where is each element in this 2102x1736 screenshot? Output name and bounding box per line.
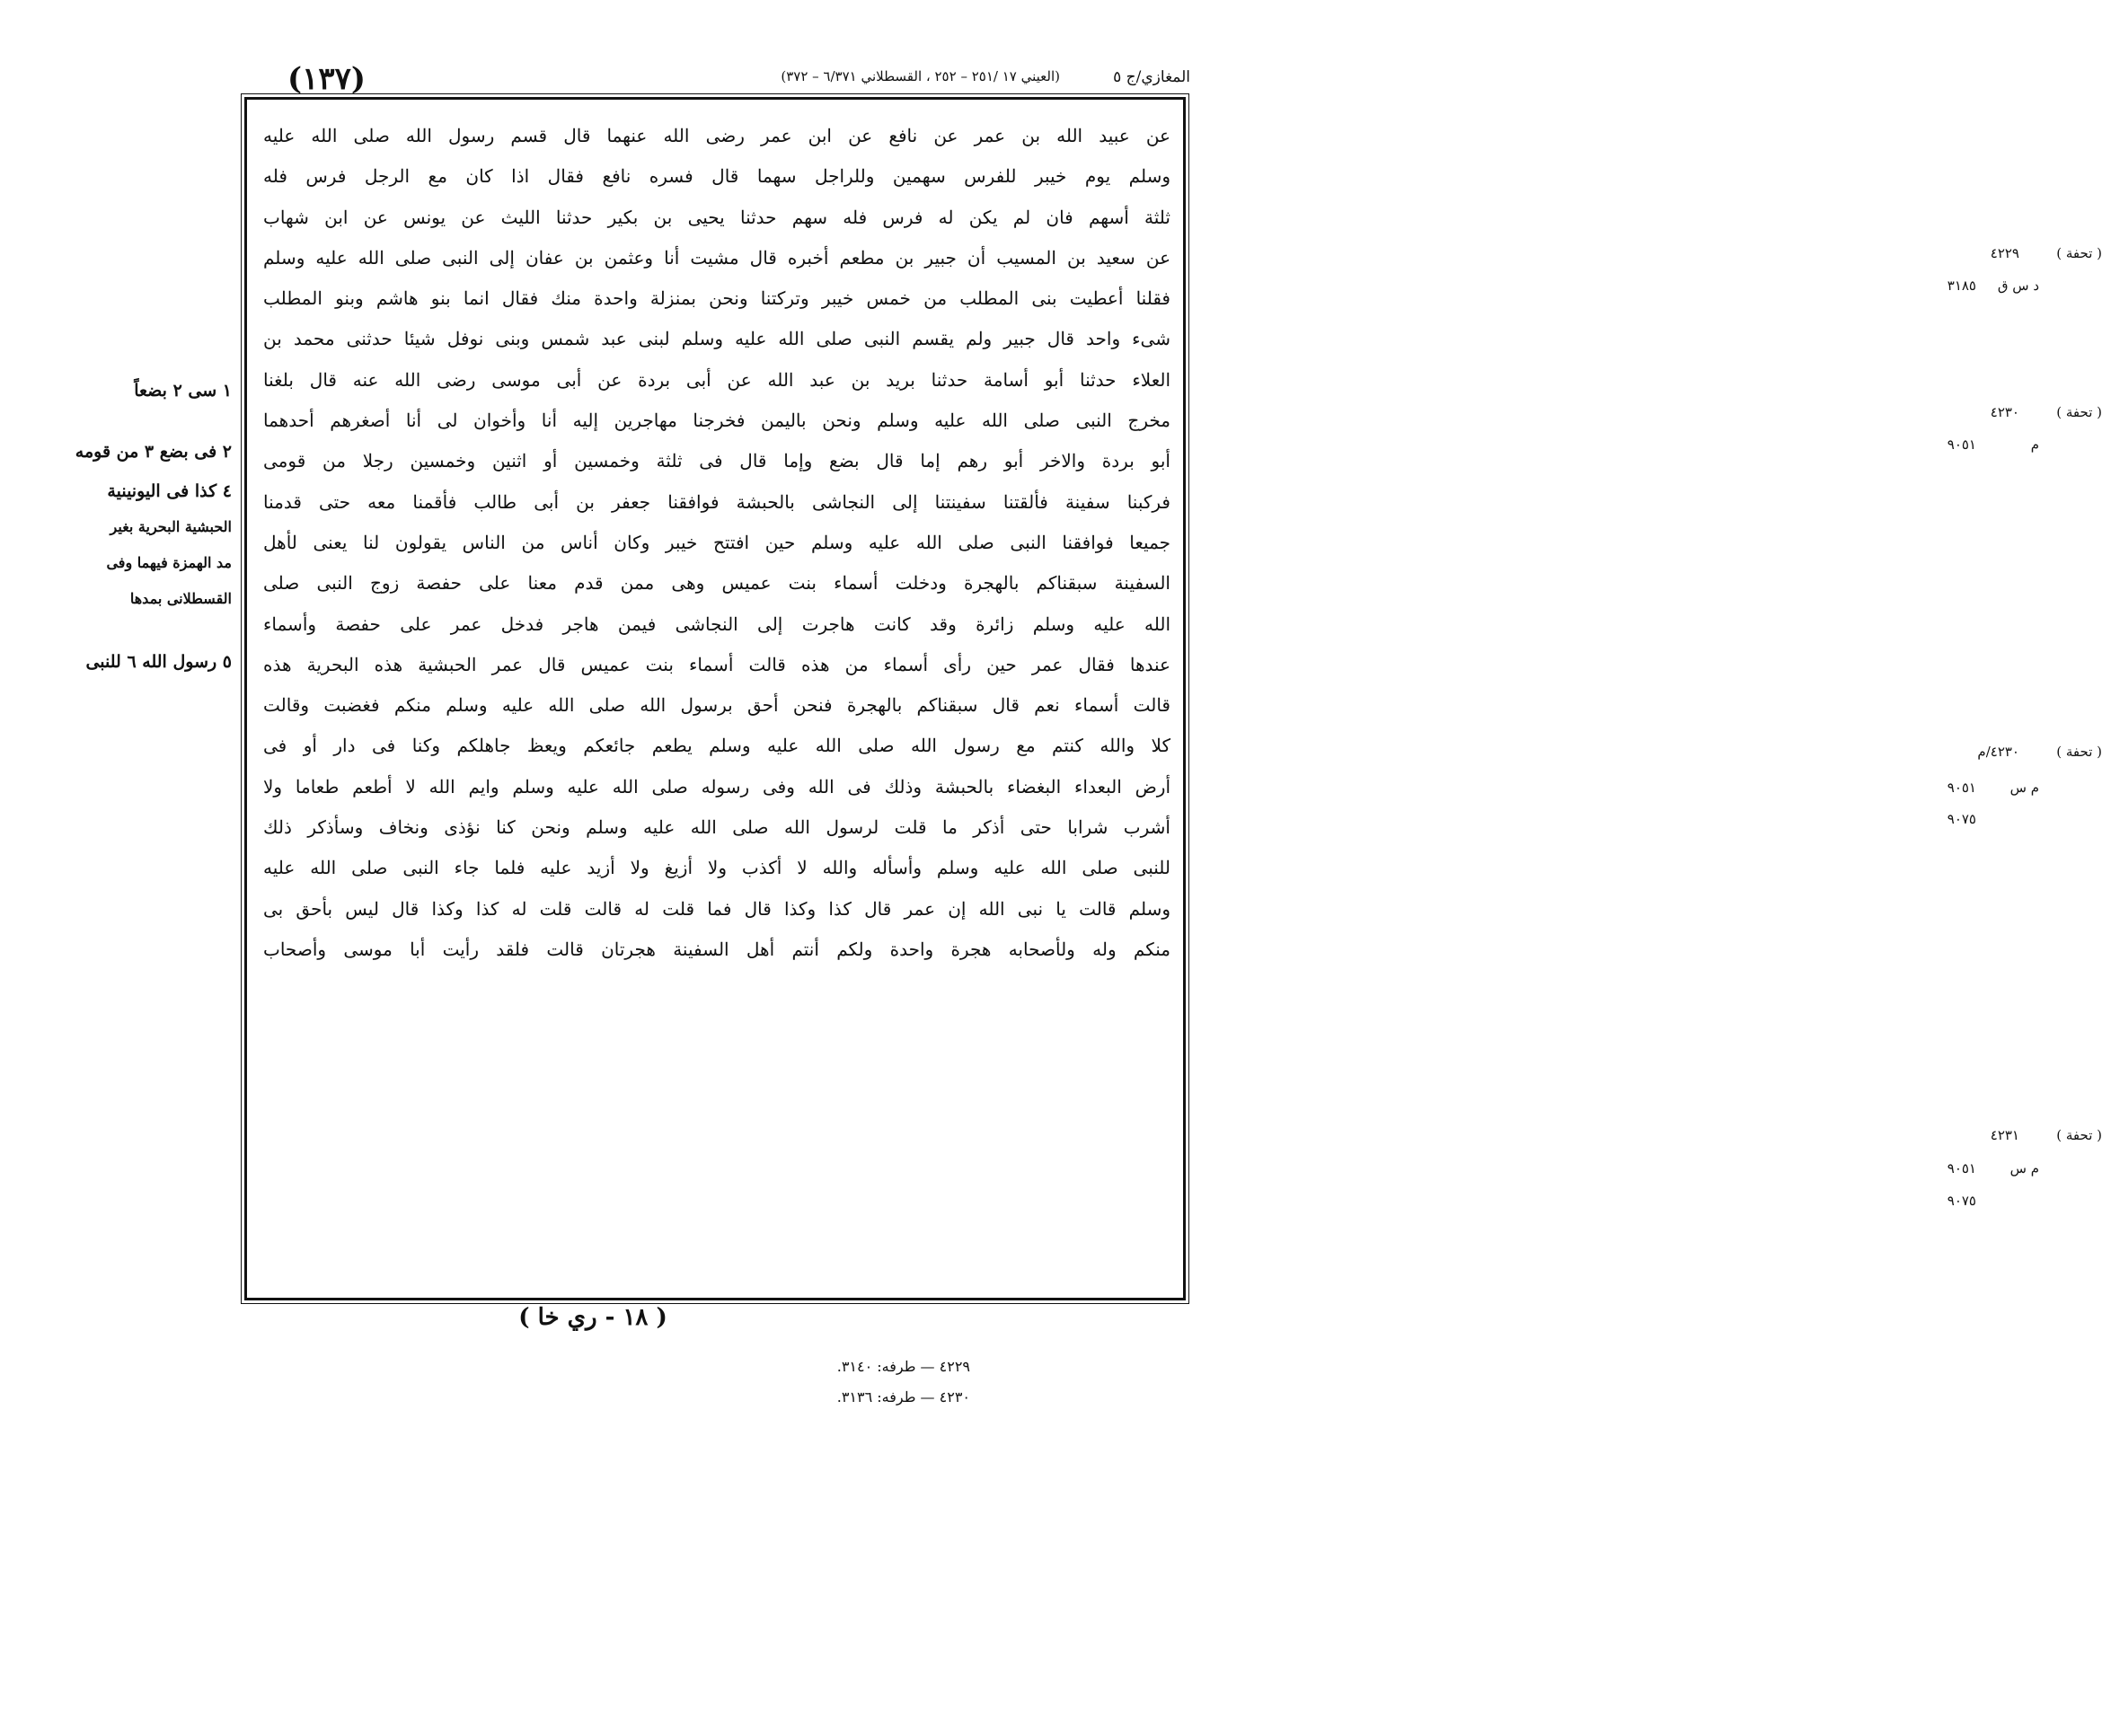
chapter-title: المغازي/ج ٥ bbox=[1113, 68, 1190, 86]
text-column bbox=[263, 116, 1170, 1289]
tuhfa-subref-number: ٩٠٧٥ bbox=[1947, 811, 1976, 827]
text-line: ثلثة أسهم فان لم يكن له فرس فله سهم حدثنا يحيى بن بكير حدثنا الليث عن يونس عن ابن شهاب bbox=[263, 206, 1170, 228]
tuhfa-subref-code: م س bbox=[2009, 1160, 2039, 1176]
tuhfa-subref bbox=[1940, 1160, 2039, 1182]
tuhfa-subref-number: ٩٠٥١ bbox=[1947, 1160, 1976, 1176]
text-line: قالت أسماء نعم قال سبقناكم بالهجرة فنحن أحق برسول الله صلى الله عليه وسلم منكم فغضبت وقالت bbox=[263, 694, 1170, 717]
tuhfa-ref bbox=[1931, 245, 2102, 269]
footnotes bbox=[503, 1352, 970, 1413]
footnote: ٤٢٢٩ — طرفه: ٣١٤٠. bbox=[836, 1358, 970, 1375]
margin-note: مد الهمزة فيهما وفى bbox=[106, 554, 232, 571]
tuhfa-subref-number: ٩٠٥١ bbox=[1947, 436, 1976, 453]
text-line: فركبنا سفينة فألقتنا سفينتنا إلى النجاشى بالحبشة فوافقنا جعفر بن أبى طالب فأقمنا معه حتى قدمنا bbox=[263, 490, 1170, 513]
margin-note: ٤ كذا فى اليونينية bbox=[107, 481, 232, 501]
tuhfa-subref bbox=[1940, 811, 2039, 833]
margin-note: الحبشية البحرية بغير bbox=[110, 518, 232, 535]
tuhfa-subref-code: م bbox=[2030, 436, 2039, 453]
text-line: وسلم يوم خيبر للفرس سهمين وللراجل سهما قال فسره نافع فقال اذا كان مع الرجل فرس فله bbox=[263, 165, 1170, 188]
tuhfa-subref-number: ٩٠٥١ bbox=[1947, 780, 1976, 796]
text-line: للنبى صلى الله عليه وسلم وأسأله والله لا أكذب ولا أزيغ ولا أزيد عليه فلما جاء النبى صلى الله عليه bbox=[263, 857, 1170, 879]
tuhfa-number: ٤٢٣٠ bbox=[1990, 404, 2019, 420]
text-line: شىء واحد قال جبير ولم يقسم النبى صلى الله عليه وسلم لبنى عبد شمس وبنى نوفل شيئا حدثنى محمد بن bbox=[263, 328, 1170, 350]
tuhfa-number: ٤٢٢٩ bbox=[1990, 245, 2019, 261]
text-line: عندها فقال عمر حين رأى أسماء من هذه قالت أسماء بنت عميس قال عمر الحبشية هذه البحرية هذه bbox=[263, 653, 1170, 675]
tuhfa-subref-code: م س bbox=[2009, 780, 2039, 796]
page-number: (١٣٧) bbox=[287, 61, 366, 97]
text-line: عن سعيد بن المسيب أن جبير بن مطعم أخبره قال مشيت أنا وعثمن بن عفان إلى النبى صلى الله عليه وسلم bbox=[263, 246, 1170, 269]
footnote: ٤٢٣٠ — طرفه: ٣١٣٦. bbox=[836, 1388, 970, 1406]
margin-note: ٢ فى بضع ٣ من قومه bbox=[75, 442, 232, 462]
text-line: منكم وله ولأصحابه هجرة واحدة ولكم أنتم أهل السفينة هجرتان قالت فلقد رأيت أبا موسى وأصحاب bbox=[263, 938, 1170, 960]
tuhfa-label: ( تحفة ) bbox=[2056, 1127, 2102, 1143]
text-line: عن عبيد الله بن عمر عن نافع عن ابن عمر رضى الله عنهما قال قسم رسول الله صلى الله عليه bbox=[263, 125, 1170, 146]
tuhfa-subref-number: ٩٠٧٥ bbox=[1947, 1193, 1976, 1209]
margin-note: ٥ رسول الله ٦ للنبى bbox=[85, 652, 232, 672]
text-line: أرض البعداء البغضاء بالحبشة وذلك فى الله وفى رسوله صلى الله عليه وسلم وايم الله لا أطعم طعاما ولا bbox=[263, 775, 1170, 798]
tuhfa-label: ( تحفة ) bbox=[2056, 245, 2102, 261]
text-line: الله عليه وسلم زائرة وقد كانت هاجرت إلى النجاشى فيمن هاجر فدخل عمر على حفصة وأسماء bbox=[263, 612, 1170, 635]
text-line: فقلنا أعطيت بنى المطلب من خمس خيبر وتركتنا ونحن بمنزلة واحدة منك فقال انما بنو هاشم وبنو المطلب bbox=[263, 287, 1170, 310]
text-line: جميعا فوافقنا النبى صلى الله عليه وسلم حين افتتح خيبر وكان أناس من الناس يقولون لنا يعنى لأهل bbox=[263, 531, 1170, 553]
tuhfa-subref-number: ٣١٨٥ bbox=[1947, 278, 1976, 294]
tuhfa-label: ( تحفة ) bbox=[2056, 744, 2102, 760]
tuhfa-subref-code: د س ق bbox=[1997, 278, 2039, 294]
margin-note: القسطلانى بمدها bbox=[129, 590, 232, 607]
tuhfa-number: ٤٢٣١ bbox=[1990, 1127, 2019, 1143]
margin-note: ١ سى ٢ بضعاً bbox=[134, 381, 232, 401]
text-line: السفينة سبقناكم بالهجرة ودخلت أسماء بنت عميس وهى ممن قدم معنا على حفصة زوج النبى صلى bbox=[263, 572, 1170, 595]
cross-references: (العيني ١٧ /٢٥١ – ٢٥٢ ، القسطلاني ٦/٣٧١ – ٣٧٢) bbox=[781, 68, 1060, 84]
margin-notes bbox=[16, 373, 232, 680]
tuhfa-subref bbox=[1940, 436, 2039, 458]
tuhfa-ref bbox=[1931, 404, 2102, 427]
text-line: العلاء حدثنا أبو أسامة حدثنا بريد بن عبد الله عن أبى بردة عن أبى موسى رضى الله عنه قال بلغنا bbox=[263, 368, 1171, 391]
tuhfa-subref bbox=[1940, 1193, 2039, 1214]
text-line: أشرب شرابا حتى أذكر ما قلت لرسول الله صلى الله عليه وسلم ونحن كنا نؤذى ونخاف وسأذكر ذلك bbox=[263, 816, 1170, 839]
tuhfa-ref bbox=[1931, 1127, 2102, 1150]
main-text-frame bbox=[244, 97, 1186, 1300]
tuhfa-number: ٤٢٣٠/م bbox=[1977, 744, 2019, 760]
text-line: وسلم قالت يا نبى الله إن عمر قال كذا وكذا قال فما قلت له قالت قلت له كذا وكذا قال ليس بأحق بى bbox=[263, 897, 1170, 920]
tuhfa-subref bbox=[1940, 780, 2039, 801]
text-line: كلا والله كنتم مع رسول الله صلى الله عليه وسلم يطعم جائعكم ويعظ جاهلكم وكنا فى دار أو فى bbox=[263, 735, 1170, 757]
text-line: مخرج النبى صلى الله عليه وسلم ونحن باليمن فخرجنا مهاجرين إليه أنا وأخوان لى أنا أصغرهم أحدهما bbox=[263, 410, 1170, 432]
tuhfa-subref bbox=[1940, 278, 2039, 299]
tuhfa-label: ( تحفة ) bbox=[2056, 404, 2102, 420]
signature-mark: ( ١٨ - ري خا ) bbox=[518, 1304, 667, 1331]
text-line: أبو بردة والاخر أبو رهم إما قال بضع وإما قال فى ثلثة وخمسين أو اثنين وخمسين رجلا من قومى bbox=[263, 450, 1170, 472]
tuhfa-ref bbox=[1931, 744, 2102, 767]
